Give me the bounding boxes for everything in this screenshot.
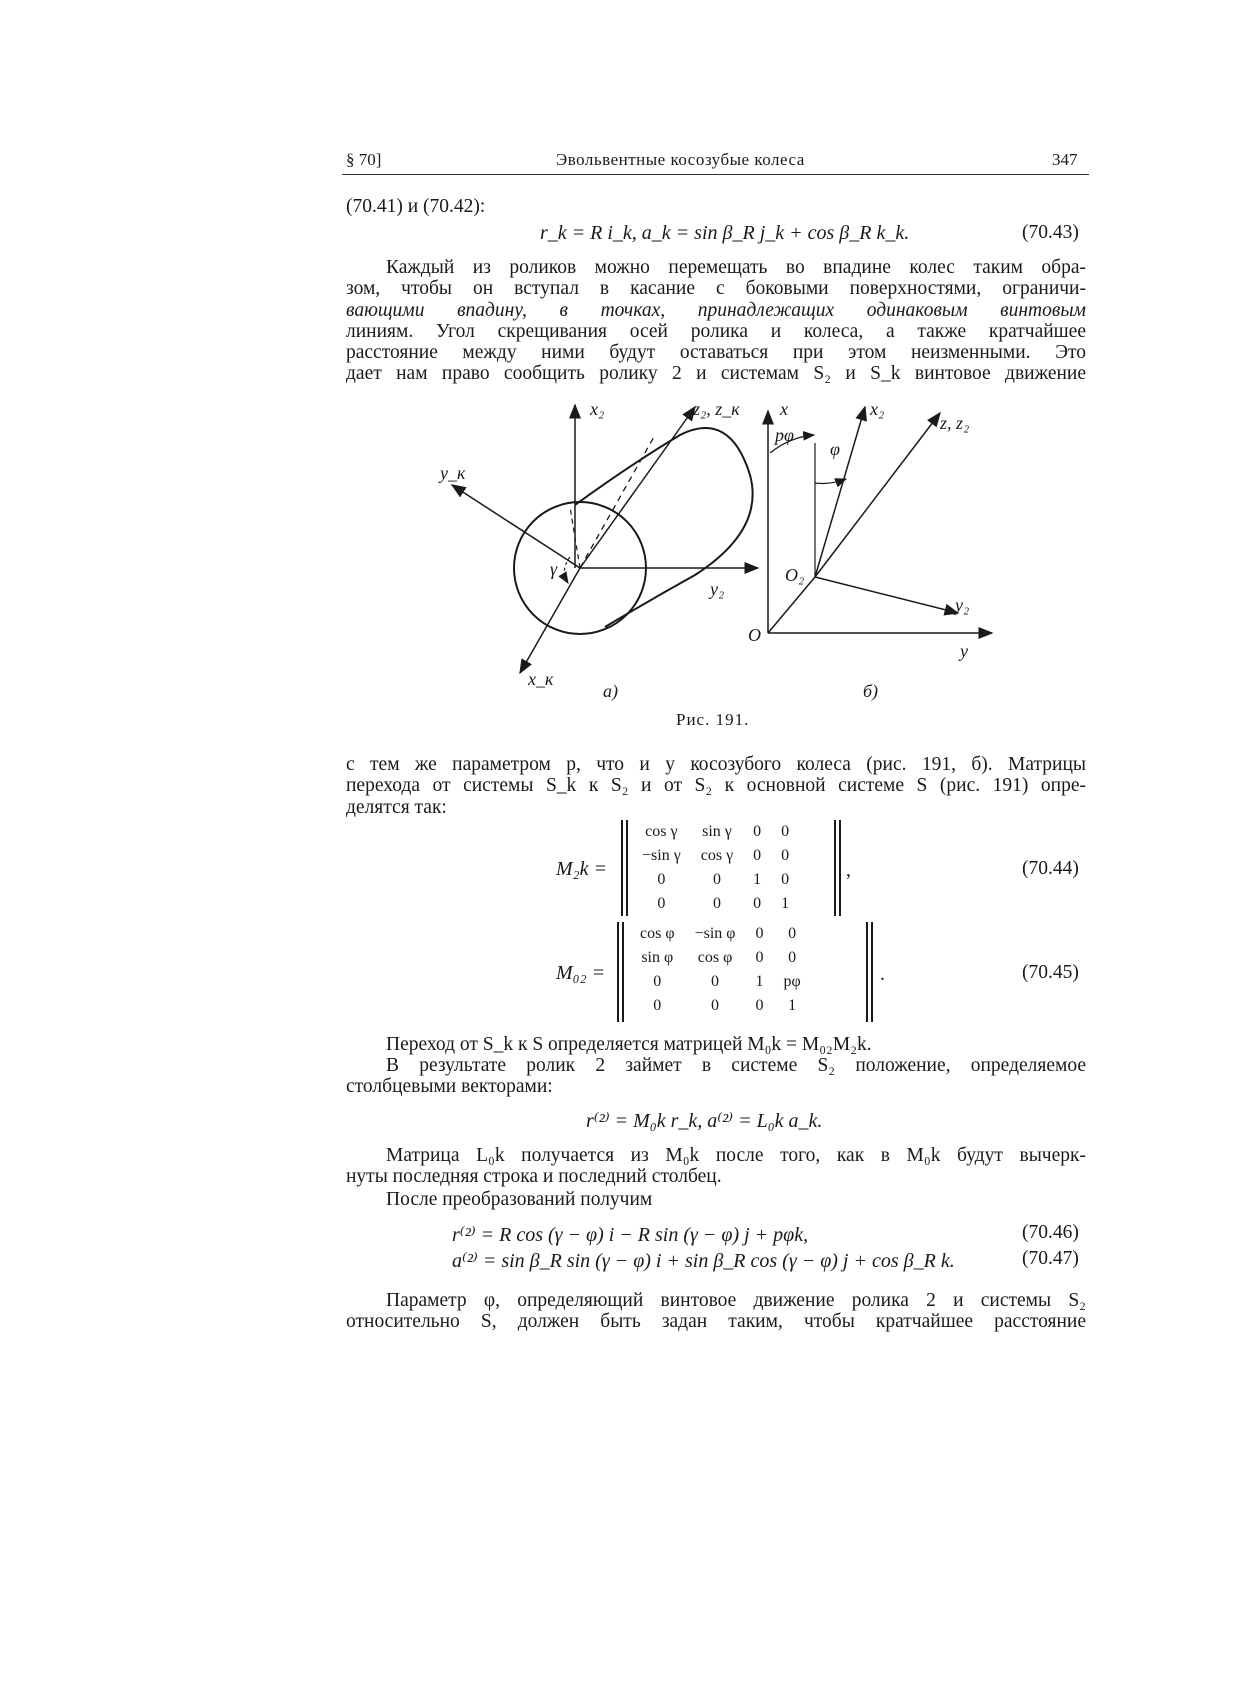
text-line: расстояние между ними будут оставаться при этом неизменными. Это xyxy=(346,342,1086,364)
vector-equations: r⁽²⁾ = M₀k r_k, a⁽²⁾ = L₀k a_k. xyxy=(586,1110,823,1132)
label-y2: y₂ xyxy=(710,579,725,599)
matrix-row: 0 0 1 pφ xyxy=(653,973,801,990)
text-line: Параметр φ, определяющий винтовое движение ролика 2 и системы S₂ xyxy=(386,1290,1086,1311)
text-line: линиям. Угол скрещивания осей ролика и колеса, а также кратчайшее xyxy=(346,320,1086,342)
axis-xk xyxy=(520,568,580,673)
arc-phi xyxy=(815,479,846,484)
text-line: относительно S, должен быть задан таким, чтобы кратчайшее расстояние xyxy=(346,1311,1086,1333)
text-line: столбцевыми векторами: xyxy=(346,1076,553,1098)
figure-191 xyxy=(420,395,1120,735)
text-line: дает нам право сообщить ролику 2 и системам S₂ и S_k винтовое движение xyxy=(346,363,1086,385)
matrix-row: cos φ −sin φ 0 0 xyxy=(640,925,797,942)
equation-number: (70.44) xyxy=(1022,858,1079,879)
label-phi: φ xyxy=(830,439,840,459)
equation-number: (70.45) xyxy=(1022,962,1079,983)
matrix-lhs: M₂k = xyxy=(556,858,607,880)
text-line: Матрица L₀k получается из M₀k после того, как в M₀k будут вычерк- xyxy=(386,1145,1086,1166)
label-xk: x_к xyxy=(528,669,554,689)
label-z2zk: z₂, z_к xyxy=(693,399,740,419)
after-transform-line: После преобразований получим xyxy=(386,1189,653,1210)
label-o2: O₂ xyxy=(785,565,805,585)
equation-70-47: a⁽²⁾ = sin β_R sin (γ − φ) i + sin β_R cos (γ − φ) j + cos β_R k. xyxy=(452,1250,955,1272)
running-title: Эвольвентные косозубые колеса xyxy=(556,150,805,169)
text-line: делятся так: xyxy=(346,796,447,818)
label-pphi: pφ xyxy=(775,425,794,445)
matrix-tail: . xyxy=(880,964,885,985)
text-line: вающими впадину, в точках, принадлежащих одинаковым винтовым xyxy=(346,299,1086,321)
text-line: нуты последняя строка и последний столбец. xyxy=(346,1166,722,1188)
intro-ref: (70.41) и (70.42): xyxy=(346,196,486,217)
paragraph-1 xyxy=(346,257,1086,385)
section-ref: § 70] xyxy=(346,150,382,169)
equation-70-46: r⁽²⁾ = R cos (γ − φ) i − R sin (γ − φ) j + pφk, xyxy=(452,1224,809,1246)
figure-caption: Рис. 191. xyxy=(676,710,750,729)
matrix-tail: , xyxy=(846,860,851,881)
axis-y2-b xyxy=(815,577,958,613)
o-o2-line xyxy=(768,577,815,633)
matrix-row: 0 0 0 1 xyxy=(653,997,797,1014)
label-x2-b: x₂ xyxy=(870,399,885,419)
equation-number: (70.46) xyxy=(1022,1222,1079,1243)
label-y2-b: y₂ xyxy=(955,595,970,615)
paragraph-3 xyxy=(346,1055,1086,1098)
header-rule xyxy=(342,174,1089,175)
label-gamma: γ xyxy=(550,559,558,579)
equation-number: (70.43) xyxy=(1022,222,1079,243)
label-sub-b: б) xyxy=(863,681,879,701)
paragraph-5 xyxy=(346,1290,1086,1333)
page-number: 347 xyxy=(1052,150,1078,169)
cylinder-body xyxy=(575,428,753,627)
paragraph-4 xyxy=(346,1145,1086,1188)
equation-70-43: r_k = R i_k, a_k = sin β_R j_k + cos β_R k_k. xyxy=(540,222,910,244)
matrix-m2k xyxy=(632,820,799,916)
axis-z-z2 xyxy=(815,413,940,577)
matrix-row: 0 0 0 1 xyxy=(657,895,790,912)
text-line: перехода от системы S_k к S₂ и от S₂ к основной системе S (рис. 191) опре- xyxy=(346,775,1086,797)
matrix-lhs: M₀₂ = xyxy=(556,962,606,984)
text-line: В результате ролик 2 займет в системе S₂ положение, определяемое xyxy=(386,1055,1086,1076)
label-zz2: z, z₂ xyxy=(940,413,970,433)
text-line: Каждый из роликов можно перемещать во впадине колес таким обра- xyxy=(386,257,1086,278)
axis-z2-zk xyxy=(580,407,695,568)
matrix-row: 0 0 1 0 xyxy=(657,871,790,888)
figure-a-cylinder xyxy=(514,428,753,634)
matrix-m02 xyxy=(630,922,811,1018)
matrix-row: cos γ sin γ 0 0 xyxy=(645,823,790,840)
label-y: y xyxy=(960,641,968,661)
equation-number: (70.47) xyxy=(1022,1248,1079,1269)
matrix-row: −sin γ cos γ 0 0 xyxy=(642,847,790,864)
label-o: O xyxy=(748,625,761,645)
text-line: с тем же параметром p, что и у косозубого колеса (рис. 191, б). Матрицы xyxy=(346,754,1086,775)
paragraph-2 xyxy=(346,754,1086,818)
label-x: x xyxy=(780,399,788,419)
transition-line: Переход от S_k к S определяется матрицей M₀k = M₀₂M₂k. xyxy=(386,1034,872,1055)
text-line: зом, чтобы он вступал в касание с боковыми поверхностями, ограничи- xyxy=(346,278,1086,300)
matrix-row: sin φ cos φ 0 0 xyxy=(641,949,797,966)
label-yk: y_к xyxy=(440,463,466,483)
label-sub-a: а) xyxy=(603,681,618,701)
label-x2: x₂ xyxy=(590,399,605,419)
axis-x2-b xyxy=(815,407,865,577)
